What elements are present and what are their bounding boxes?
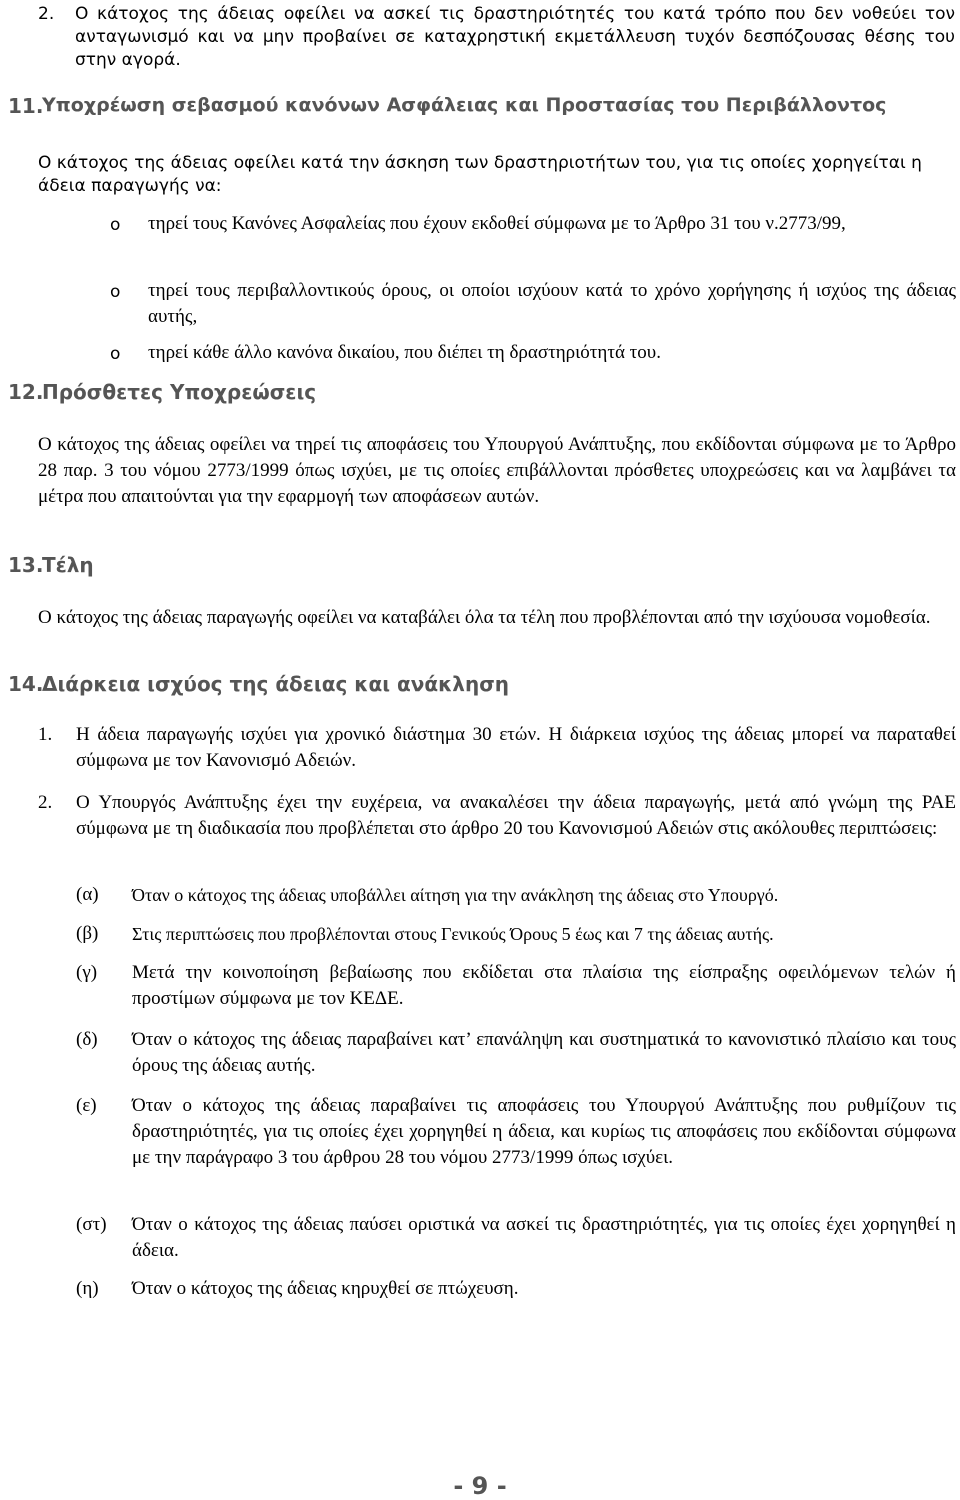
paragraph-number: 1.	[38, 724, 53, 745]
case-text: Στις περιπτώσεις που προβλέπονται στους Γενικούς Όρους 5 έως και 7 της άδειας αυτής.	[132, 924, 774, 944]
section-text: Ο κάτοχος της άδειας οφείλει να τηρεί τις αποφάσεις του Υπουργού Ανάπτυξης, που εκδίδονται σύμφωνα με το Άρθρο 28 παρ. 3 του νόμου 2773/1999 όπως ισχύει, με τις οποίες επιβάλλονται πρόσθετες υποχρεώσεις και να λαμβάνει τα μέτρα που απαιτούνται για την εφαρμογή των αποφάσεων αυτών.	[38, 434, 956, 507]
case-text: Όταν ο κάτοχος της άδειας υποβάλλει αίτηση για την ανάκληση της άδειας στο Υπουργό.	[132, 885, 779, 905]
paragraph-text: Ο Υπουργός Ανάπτυξης έχει την ευχέρεια, να ανακαλέσει την άδεια παραγωγής, μετά από γνώμη της ΡΑΕ σύμφωνα με τη διαδικασία που προβλέπεται στο άρθρο 20 του Κανονισμού Αδειών στις ακόλουθες περιπτώσεις:	[76, 792, 956, 839]
case-label: (ε)	[76, 1095, 97, 1116]
item-text: Ο κάτοχος της άδειας οφείλει να ασκεί τις δραστηριότητές του κατά τρόπο που δεν νοθεύει τον ανταγωνισμό και να μην προβαίνει σε καταχρηστική εκμετάλλευση τυχόν δεσπόζουσας θέσης του στην αγορά.	[75, 4, 955, 70]
section-title: Πρόσθετες Υποχρεώσεις	[42, 380, 317, 404]
page-number: - 9 -	[453, 1472, 507, 1500]
section-number: 12.	[8, 380, 44, 404]
section-intro: Ο κάτοχος της άδειας οφείλει κατά την άσκηση των δραστηριοτήτων του, για τις οποίες χορηγείται η άδεια παραγωγής να:	[38, 153, 922, 196]
case-text: Όταν ο κάτοχος της άδειας παραβαίνει κατ’ επανάληψη και συστηματικά το κανονιστικό πλαίσιο και τους όρους της άδειας αυτής.	[132, 1029, 956, 1076]
section-title: Διάρκεια ισχύος της άδειας και ανάκληση	[42, 672, 510, 696]
bullet-item: τηρεί κάθε άλλο κανόνα δικαίου, που διέπει τη δραστηριότητά του.	[148, 342, 661, 363]
case-label: (α)	[76, 884, 99, 905]
section-number: 11.	[8, 94, 44, 118]
case-label: (δ)	[76, 1029, 98, 1050]
paragraph-text: Η άδεια παραγωγής ισχύει για χρονικό διάστημα 30 ετών. Η διάρκεια ισχύος της άδειας μπορεί να παραταθεί σύμφωνα με τον Κανονισμό Αδειών.	[76, 724, 956, 771]
paragraph-number: 2.	[38, 792, 53, 813]
case-text: Όταν ο κάτοχος της άδειας κηρυχθεί σε πτώχευση.	[132, 1278, 519, 1299]
section-title: Υποχρέωση σεβασμού κανόνων Ασφάλειας και Προστασίας του Περιβάλλοντος	[42, 94, 887, 116]
section-number: 13.	[8, 553, 44, 577]
case-label: (στ)	[76, 1214, 107, 1235]
bullet-marker: o	[110, 344, 121, 364]
bullet-marker: o	[110, 282, 121, 302]
case-text: Μετά την κοινοποίηση βεβαίωσης που εκδίδεται στα πλαίσια της είσπραξης οφειλόμενων τελών ή προστίμων σύμφωνα με τον ΚΕΔΕ.	[132, 962, 956, 1009]
item-number: 2.	[38, 4, 55, 24]
case-text: Όταν ο κάτοχος της άδειας παύσει οριστικά να ασκεί τις δραστηριότητές, για τις οποίες έχει χορηγηθεί η άδεια.	[132, 1214, 956, 1261]
case-label: (η)	[76, 1278, 99, 1299]
section-number: 14.	[8, 672, 44, 696]
case-label: (β)	[76, 923, 99, 944]
bullet-marker: o	[110, 215, 121, 235]
bullet-item: τηρεί τους περιβαλλοντικούς όρους, οι οποίοι ισχύουν κατά το χρόνο χορήγησης ή ισχύος της άδειας αυτής,	[148, 280, 956, 327]
case-label: (γ)	[76, 962, 98, 983]
bullet-item: τηρεί τους Κανόνες Ασφαλείας που έχουν εκδοθεί σύμφωνα με το Άρθρο 31 του ν.2773/99,	[148, 213, 846, 234]
section-text: Ο κάτοχος της άδειας παραγωγής οφείλει να καταβάλει όλα τα τέλη που προβλέπονται από την ισχύουσα νομοθεσία.	[38, 607, 931, 628]
case-text: Όταν ο κάτοχος της άδειας παραβαίνει τις αποφάσεις του Υπουργού Ανάπτυξης που ρυθμίζουν τις δραστηριότητές, για τις οποίες έχει χορηγηθεί η άδεια, και κυρίως τις αποφάσεις που εκδίδονται σύμφωνα με την παράγραφο 3 του άρθρου 28 του νόμου 2773/1999 όπως ισχύει.	[132, 1095, 956, 1168]
section-title: Τέλη	[42, 553, 94, 577]
